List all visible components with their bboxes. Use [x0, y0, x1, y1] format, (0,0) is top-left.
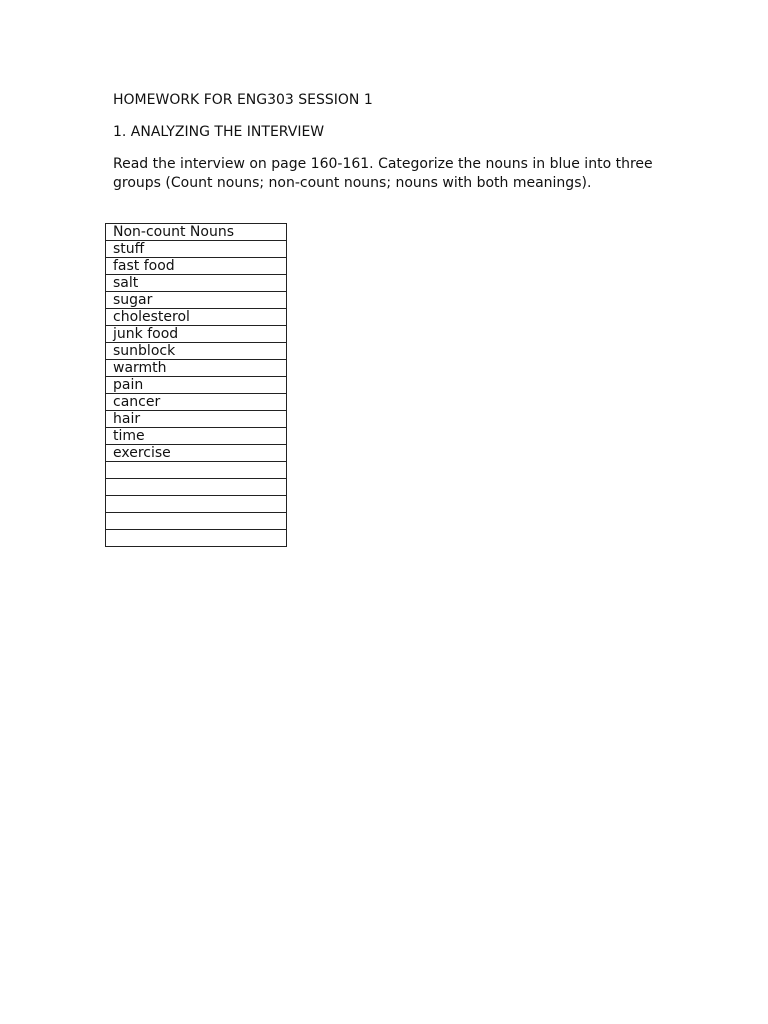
table-cell: hair [106, 411, 287, 428]
document-title: HOMEWORK FOR ENG303 SESSION 1 [113, 92, 373, 108]
table-cell [106, 462, 287, 479]
instructions-text: Read the interview on page 160-161. Categorize the nouns in blue into three groups (Count nouns; non-count nouns; nouns with both meanings). [113, 156, 653, 191]
table-row [106, 292, 287, 309]
table-cell [106, 513, 287, 530]
table-row [106, 360, 287, 377]
table-header-cell: Non-count Nouns [106, 224, 287, 241]
table-row [106, 394, 287, 411]
section-heading: 1. ANALYZING THE INTERVIEW [113, 124, 325, 140]
table-row [106, 462, 287, 479]
table-cell: junk food [106, 326, 287, 343]
table-cell: warmth [106, 360, 287, 377]
table-cell: fast food [106, 258, 287, 275]
table-cell: stuff [106, 241, 287, 258]
table-cell [106, 496, 287, 513]
table-row [106, 513, 287, 530]
table-row [106, 275, 287, 292]
non-count-nouns-table [105, 223, 287, 547]
table-cell: sugar [106, 292, 287, 309]
table-row [106, 411, 287, 428]
table-row [106, 530, 287, 547]
table-row [106, 496, 287, 513]
table-cell: salt [106, 275, 287, 292]
table-row [106, 377, 287, 394]
table-cell [106, 530, 287, 547]
table-cell: time [106, 428, 287, 445]
table-row [106, 479, 287, 496]
table-row [106, 309, 287, 326]
table-cell: cholesterol [106, 309, 287, 326]
table-cell [106, 479, 287, 496]
table-row [106, 241, 287, 258]
table-row [106, 343, 287, 360]
table-cell: exercise [106, 445, 287, 462]
table-row [106, 326, 287, 343]
table-cell: pain [106, 377, 287, 394]
table-row [106, 445, 287, 462]
table-cell: sunblock [106, 343, 287, 360]
table-cell: cancer [106, 394, 287, 411]
table-row [106, 428, 287, 445]
table-header-row [106, 224, 287, 241]
table-row [106, 258, 287, 275]
